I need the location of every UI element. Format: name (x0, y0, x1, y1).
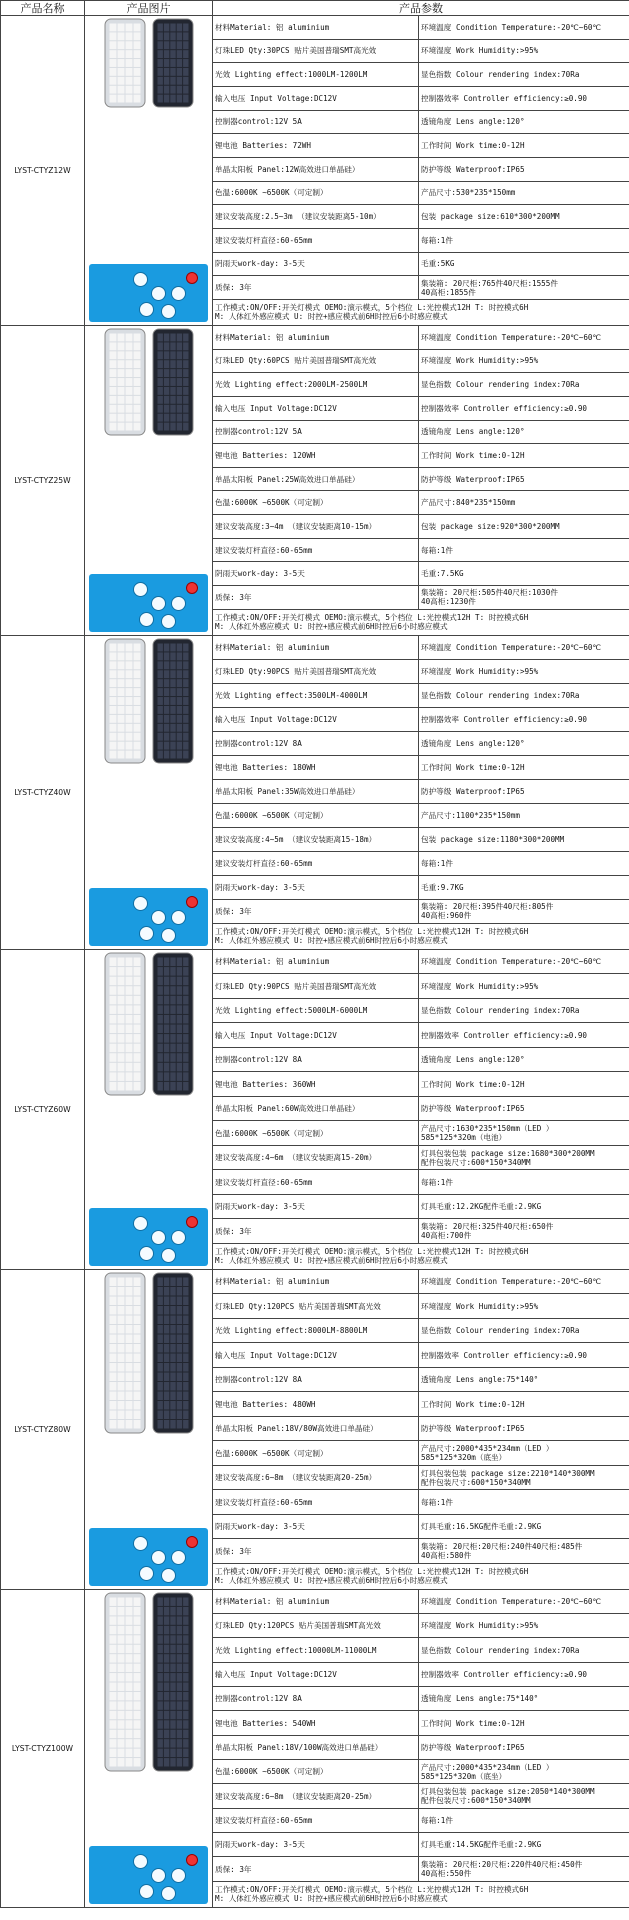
spec-left: 光效 Lighting effect:5000LM-6000LM (213, 998, 419, 1023)
spec-right: 工作时间 Work time:0-12H (419, 1711, 629, 1735)
spec-left: 单晶太阳板 Panel:18V/100W高效进口单晶硅） (213, 1735, 419, 1759)
model-name: LYST-CTYZ60W (1, 949, 85, 1269)
power-button-icon (186, 1536, 198, 1548)
street-lamp-icon (87, 638, 210, 764)
solar-panel-icon (152, 638, 194, 764)
spec-right: 防护等级 Waterproof:IP65 (419, 1416, 629, 1441)
spec-right: 灯具毛重:16.5KG配件毛重:2.9KG (419, 1514, 629, 1539)
spec-right: 产品尺寸:530*235*150mm (419, 181, 629, 205)
spec-right: 工作时间 Work time:0-12H (419, 134, 629, 158)
spec-row (1, 635, 629, 659)
spec-right: 控制器效率 Controller efficiency:≥0.90 (419, 1023, 629, 1048)
spec-right: 工作时间 Work time:0-12H (419, 1072, 629, 1097)
led-housing-icon (104, 952, 146, 1096)
remote-key-icon (133, 896, 148, 911)
spec-left: 光效 Lighting effect:3500LM-4000LM (213, 683, 419, 707)
spec-right: 显色指数 Colour rendering index:70Ra (419, 683, 629, 707)
spec-left: 阴雨天work-day: 3-5天 (213, 875, 419, 899)
remote-key-icon (151, 1868, 166, 1883)
spec-left: 灯珠LED Qty:90PCS 贴片美国普瑞SMT高光效 (213, 974, 419, 999)
spec-right: 产品尺寸:2000*435*234mm（LED ） 585*125*320m（底坐） (419, 1441, 629, 1466)
spec-right: 集装箱: 20尺柜:20尺柜:240件40尺柜:485件 40高柜:580件 (419, 1539, 629, 1564)
spec-right: 防护等级 Waterproof:IP65 (419, 467, 629, 491)
spec-right: 环境温度 Condition Temperature:-20℃~60℃ (419, 16, 629, 40)
spec-right: 每箱:1件 (419, 851, 629, 875)
spec-right: 控制器效率 Controller efficiency:≥0.90 (419, 1343, 629, 1368)
spec-left: 输入电压 Input Voltage:DC12V (213, 707, 419, 731)
spec-right: 环境温度 Condition Temperature:-20℃~60℃ (419, 1269, 629, 1294)
product-list (1, 16, 629, 1908)
spec-right: 工作时间 Work time:0-12H (419, 1392, 629, 1417)
spec-left: 灯珠LED Qty:30PCS 贴片美国普瑞SMT高光效 (213, 39, 419, 63)
spec-left: 建议安装灯杆直径:60-65mm (213, 1490, 419, 1515)
work-mode-text: 工作模式:ON/OFF:开关灯模式 OEMO:演示模式，5个档位 L:光控模式12H T: 时控模式6H M: 人体红外感应模式 U: 时控+感应模式前6H时控后6小时感应模式 (213, 299, 629, 325)
remote-key-icon (133, 1536, 148, 1551)
spec-left: 单晶太阳板 Panel:60W高效进口单晶硅） (213, 1096, 419, 1121)
remote-key-icon (161, 928, 176, 943)
spec-left: 色温:6000K ~6500K（可定制） (213, 1441, 419, 1466)
remote-key-icon (171, 1868, 186, 1883)
model-name: LYST-CTYZ100W (1, 1589, 85, 1907)
spec-right: 显色指数 Colour rendering index:70Ra (419, 1638, 629, 1662)
power-button-icon (186, 582, 198, 594)
spec-right: 环境湿度 Work Humidity:>95% (419, 39, 629, 63)
remote-key-icon (133, 272, 148, 287)
spec-left: 质保: 3年 (213, 276, 419, 300)
spec-left: 阴雨天work-day: 3-5天 (213, 252, 419, 276)
spec-right: 环境湿度 Work Humidity:>95% (419, 1614, 629, 1638)
spec-left: 材料Material: 铝 aluminium (213, 16, 419, 40)
header-model: 产品名称 (1, 1, 85, 16)
spec-left: 材料Material: 铝 aluminium (213, 949, 419, 974)
remote-control-icon (89, 1846, 208, 1904)
spec-row (1, 949, 629, 974)
street-lamp-icon (87, 328, 210, 436)
power-button-icon (186, 272, 198, 284)
work-mode-text: 工作模式:ON/OFF:开关灯模式 OEMO:演示模式，5个档位 L:光控模式12H T: 时控模式6H M: 人体红外感应模式 U: 时控+感应模式前6H时控后6小时感应模式 (213, 923, 629, 949)
power-button-icon (186, 1854, 198, 1866)
spec-left: 质保: 3年 (213, 1219, 419, 1244)
spec-left: 灯珠LED Qty:120PCS 贴片美国普瑞SMT高光效 (213, 1294, 419, 1319)
remote-control-icon (89, 888, 208, 946)
spec-left: 锂电池 Batteries: 480WH (213, 1392, 419, 1417)
spec-left: 色温:6000K ~6500K（可定制） (213, 181, 419, 205)
spec-right: 环境湿度 Work Humidity:>95% (419, 349, 629, 373)
spec-left: 建议安装高度:4~6m （建议安装距离15-20m） (213, 1145, 419, 1170)
spec-left: 控制器control:12V 5A (213, 420, 419, 444)
spec-right: 控制器效率 Controller efficiency:≥0.90 (419, 396, 629, 420)
spec-right: 透镜角度 Lens angle:75*140° (419, 1687, 629, 1711)
spec-left: 灯珠LED Qty:120PCS 贴片美国普瑞SMT高光效 (213, 1614, 419, 1638)
spec-right: 集装箱: 20尺柜:505件40尺柜:1030件 40高柜:1230件 (419, 586, 629, 610)
remote-key-icon (161, 1886, 176, 1901)
work-mode-text: 工作模式:ON/OFF:开关灯模式 OEMO:演示模式，5个档位 L:光控模式12H T: 时控模式6H M: 人体红外感应模式 U: 时控+感应模式前6H时控后6小时感应模式 (213, 1563, 629, 1589)
remote-key-icon (161, 304, 176, 319)
spec-left: 输入电压 Input Voltage:DC12V (213, 1662, 419, 1686)
solar-panel-icon (152, 952, 194, 1096)
product-image-cell (85, 949, 213, 1269)
street-lamp-icon (87, 18, 210, 108)
model-name: LYST-CTYZ12W (1, 16, 85, 326)
remote-control-icon (89, 1528, 208, 1586)
spec-right: 毛重:9.7KG (419, 875, 629, 899)
remote-key-icon (151, 1230, 166, 1245)
spec-left: 阴雨天work-day: 3-5天 (213, 1833, 419, 1857)
spec-left: 锂电池 Batteries: 360WH (213, 1072, 419, 1097)
spec-left: 输入电压 Input Voltage:DC12V (213, 1023, 419, 1048)
led-housing-icon (104, 638, 146, 764)
remote-key-icon (171, 286, 186, 301)
spec-left: 光效 Lighting effect:8000LM-8800LM (213, 1318, 419, 1343)
spec-right: 包装 package size:920*300*200MM (419, 515, 629, 539)
spec-left: 灯珠LED Qty:60PCS 贴片美国普瑞SMT高光效 (213, 349, 419, 373)
product-image-cell (85, 635, 213, 949)
spec-left: 材料Material: 铝 aluminium (213, 1269, 419, 1294)
spec-right: 产品尺寸:1100*235*150mm (419, 803, 629, 827)
solar-panel-icon (152, 1592, 194, 1772)
header-image: 产品图片 (85, 1, 213, 16)
spec-right: 防护等级 Waterproof:IP65 (419, 1735, 629, 1759)
spec-left: 建议安装灯杆直径:60-65mm (213, 228, 419, 252)
spec-left: 输入电压 Input Voltage:DC12V (213, 1343, 419, 1368)
spec-right: 控制器效率 Controller efficiency:≥0.90 (419, 1662, 629, 1686)
spec-right: 每箱:1件 (419, 1808, 629, 1832)
spec-right: 产品尺寸:2000*435*234mm（LED ） 585*125*320m（底坐） (419, 1760, 629, 1784)
remote-key-icon (151, 1550, 166, 1565)
spec-left: 单晶太阳板 Panel:35W高效进口单晶硅） (213, 779, 419, 803)
spec-left: 输入电压 Input Voltage:DC12V (213, 396, 419, 420)
spec-right: 显色指数 Colour rendering index:70Ra (419, 998, 629, 1023)
header-row (1, 1, 629, 16)
spec-right: 毛重:5KG (419, 252, 629, 276)
power-button-icon (186, 1216, 198, 1228)
spec-right: 显色指数 Colour rendering index:70Ra (419, 63, 629, 87)
spec-left: 单晶太阳板 Panel:18V/80W高效进口单晶硅） (213, 1416, 419, 1441)
spec-left: 建议安装灯杆直径:60-65mm (213, 1170, 419, 1195)
spec-row (1, 1269, 629, 1294)
solar-panel-icon (152, 1272, 194, 1434)
spec-left: 质保: 3年 (213, 586, 419, 610)
spec-right: 显色指数 Colour rendering index:70Ra (419, 1318, 629, 1343)
spec-right: 每箱:1件 (419, 1490, 629, 1515)
remote-key-icon (151, 596, 166, 611)
remote-key-icon (133, 582, 148, 597)
header-params: 产品参数 (213, 1, 629, 16)
power-button-icon (186, 896, 198, 908)
remote-key-icon (161, 614, 176, 629)
spec-right: 环境温度 Condition Temperature:-20℃~60℃ (419, 1589, 629, 1613)
remote-key-icon (139, 1566, 154, 1581)
spec-left: 光效 Lighting effect:10000LM-11000LM (213, 1638, 419, 1662)
work-mode-text: 工作模式:ON/OFF:开关灯模式 OEMO:演示模式，5个档位 L:光控模式12H T: 时控模式6H M: 人体红外感应模式 U: 时控+感应模式前6H时控后6小时感应模式 (213, 609, 629, 635)
spec-left: 输入电压 Input Voltage:DC12V (213, 86, 419, 110)
remote-key-icon (161, 1248, 176, 1263)
led-housing-icon (104, 328, 146, 436)
product-image-cell (85, 1589, 213, 1907)
street-lamp-icon (87, 1272, 210, 1434)
spec-right: 包装 package size:1180*300*200MM (419, 827, 629, 851)
spec-right: 包装 package size:610*300*200MM (419, 205, 629, 229)
spec-right: 环境湿度 Work Humidity:>95% (419, 974, 629, 999)
remote-control-icon (89, 1208, 208, 1266)
spec-right: 工作时间 Work time:0-12H (419, 444, 629, 468)
remote-key-icon (133, 1854, 148, 1869)
spec-right: 集装箱: 20尺柜:395件40尺柜:805件 40高柜:960件 (419, 899, 629, 923)
spec-left: 锂电池 Batteries: 120WH (213, 444, 419, 468)
spec-left: 建议安装高度:2.5~3m （建议安装距离5-10m） (213, 205, 419, 229)
product-image-cell (85, 16, 213, 326)
spec-left: 锂电池 Batteries: 180WH (213, 755, 419, 779)
spec-right: 每箱:1件 (419, 538, 629, 562)
spec-right: 环境温度 Condition Temperature:-20℃~60℃ (419, 949, 629, 974)
spec-left: 建议安装灯杆直径:60-65mm (213, 538, 419, 562)
remote-key-icon (133, 1216, 148, 1231)
remote-key-icon (151, 910, 166, 925)
spec-right: 每箱:1件 (419, 1170, 629, 1195)
remote-key-icon (161, 1568, 176, 1583)
spec-right: 环境湿度 Work Humidity:>95% (419, 659, 629, 683)
street-lamp-icon (87, 1592, 210, 1772)
spec-right: 灯具包装包装 package size:2050*140*300MM 配件包装尺寸:600*150*340MM (419, 1784, 629, 1808)
spec-right: 每箱:1件 (419, 228, 629, 252)
spec-left: 锂电池 Batteries: 540WH (213, 1711, 419, 1735)
spec-left: 建议安装灯杆直径:60-65mm (213, 851, 419, 875)
spec-left: 灯珠LED Qty:90PCS 贴片美国普瑞SMT高光效 (213, 659, 419, 683)
spec-left: 质保: 3年 (213, 899, 419, 923)
spec-left: 材料Material: 铝 aluminium (213, 325, 419, 349)
spec-left: 控制器control:12V 8A (213, 1047, 419, 1072)
remote-key-icon (139, 302, 154, 317)
model-name: LYST-CTYZ40W (1, 635, 85, 949)
spec-right: 显色指数 Colour rendering index:70Ra (419, 373, 629, 397)
work-mode-text: 工作模式:ON/OFF:开关灯模式 OEMO:演示模式，5个档位 L:光控模式12H T: 时控模式6H M: 人体红外感应模式 U: 时控+感应模式前6H时控后6小时感应模式 (213, 1881, 629, 1907)
spec-right: 控制器效率 Controller efficiency:≥0.90 (419, 86, 629, 110)
remote-key-icon (171, 910, 186, 925)
spec-right: 毛重:7.5KG (419, 562, 629, 586)
spec-right: 产品尺寸:840*235*150mm (419, 491, 629, 515)
spec-left: 控制器control:12V 8A (213, 1367, 419, 1392)
remote-key-icon (171, 1230, 186, 1245)
remote-key-icon (151, 286, 166, 301)
spec-left: 质保: 3年 (213, 1857, 419, 1881)
spec-row (1, 16, 629, 40)
remote-key-icon (139, 612, 154, 627)
spec-right: 防护等级 Waterproof:IP65 (419, 1096, 629, 1121)
spec-right: 工作时间 Work time:0-12H (419, 755, 629, 779)
spec-right: 透镜角度 Lens angle:75*140° (419, 1367, 629, 1392)
product-image-cell (85, 325, 213, 635)
model-name: LYST-CTYZ25W (1, 325, 85, 635)
spec-right: 防护等级 Waterproof:IP65 (419, 779, 629, 803)
remote-key-icon (139, 1884, 154, 1899)
spec-left: 材料Material: 铝 aluminium (213, 1589, 419, 1613)
spec-left: 色温:6000K ~6500K（可定制） (213, 1760, 419, 1784)
spec-right: 环境温度 Condition Temperature:-20℃~60℃ (419, 325, 629, 349)
spec-right: 透镜角度 Lens angle:120° (419, 110, 629, 134)
spec-left: 阴雨天work-day: 3-5天 (213, 1194, 419, 1219)
spec-right: 透镜角度 Lens angle:120° (419, 1047, 629, 1072)
spec-left: 阴雨天work-day: 3-5天 (213, 1514, 419, 1539)
model-name: LYST-CTYZ80W (1, 1269, 85, 1589)
led-housing-icon (104, 1272, 146, 1434)
remote-key-icon (171, 596, 186, 611)
spec-right: 透镜角度 Lens angle:120° (419, 420, 629, 444)
product-image-cell (85, 1269, 213, 1589)
remote-key-icon (139, 926, 154, 941)
spec-right: 灯具包装包装 package size:1680*300*200MM 配件包装尺寸:600*150*340MM (419, 1145, 629, 1170)
street-lamp-icon (87, 952, 210, 1096)
spec-left: 控制器control:12V 8A (213, 1687, 419, 1711)
spec-left: 光效 Lighting effect:1000LM-1200LM (213, 63, 419, 87)
spec-right: 灯具包装包装 package size:2210*140*300MM 配件包装尺寸:600*150*340MM (419, 1465, 629, 1490)
remote-key-icon (139, 1246, 154, 1261)
spec-row (1, 325, 629, 349)
solar-panel-icon (152, 18, 194, 108)
spec-left: 单晶太阳板 Panel:12W高效进口单晶硅） (213, 157, 419, 181)
spec-left: 材料Material: 铝 aluminium (213, 635, 419, 659)
spec-left: 控制器control:12V 5A (213, 110, 419, 134)
spec-right: 透镜角度 Lens angle:120° (419, 731, 629, 755)
spec-left: 单晶太阳板 Panel:25W高效进口单晶硅） (213, 467, 419, 491)
spec-right: 防护等级 Waterproof:IP65 (419, 157, 629, 181)
spec-right: 集装箱: 20尺柜:20尺柜:220件40尺柜:450件 40高柜:550件 (419, 1857, 629, 1881)
spec-left: 阴雨天work-day: 3-5天 (213, 562, 419, 586)
work-mode-text: 工作模式:ON/OFF:开关灯模式 OEMO:演示模式，5个档位 L:光控模式12H T: 时控模式6H M: 人体红外感应模式 U: 时控+感应模式前6H时控后6小时感应模式 (213, 1243, 629, 1269)
spec-right: 集装箱: 20尺柜:325件40尺柜:650件 40高柜:700件 (419, 1219, 629, 1244)
spec-right: 环境温度 Condition Temperature:-20℃~60℃ (419, 635, 629, 659)
spec-left: 锂电池 Batteries: 72WH (213, 134, 419, 158)
remote-control-icon (89, 264, 208, 322)
spec-right: 产品尺寸:1630*235*150mm（LED ） 585*125*320m（电池） (419, 1121, 629, 1146)
spec-left: 建议安装高度:6~8m （建议安装距离20-25m） (213, 1465, 419, 1490)
spec-left: 建议安装高度:4~5m （建议安装距离15-18m） (213, 827, 419, 851)
spec-right: 灯具毛重:12.2KG配件毛重:2.9KG (419, 1194, 629, 1219)
remote-control-icon (89, 574, 208, 632)
spec-right: 控制器效率 Controller efficiency:≥0.90 (419, 707, 629, 731)
spec-left: 建议安装高度:3~4m （建议安装距离10-15m） (213, 515, 419, 539)
spec-left: 色温:6000K ~6500K（可定制） (213, 491, 419, 515)
led-housing-icon (104, 18, 146, 108)
spec-right: 环境湿度 Work Humidity:>95% (419, 1294, 629, 1319)
spec-left: 质保: 3年 (213, 1539, 419, 1564)
spec-left: 光效 Lighting effect:2000LM-2500LM (213, 373, 419, 397)
spec-left: 建议安装高度:6~8m （建议安装距离20-25m） (213, 1784, 419, 1808)
spec-left: 建议安装灯杆直径:60-65mm (213, 1808, 419, 1832)
spec-right: 集装箱: 20尺柜:765件40尺柜:1555件 40高柜:1855件 (419, 276, 629, 300)
solar-panel-icon (152, 328, 194, 436)
remote-key-icon (171, 1550, 186, 1565)
spec-row (1, 1589, 629, 1613)
spec-left: 色温:6000K ~6500K（可定制） (213, 1121, 419, 1146)
spec-right: 灯具毛重:14.5KG配件毛重:2.9KG (419, 1833, 629, 1857)
spec-left: 色温:6000K ~6500K（可定制） (213, 803, 419, 827)
led-housing-icon (104, 1592, 146, 1772)
spec-left: 控制器control:12V 8A (213, 731, 419, 755)
